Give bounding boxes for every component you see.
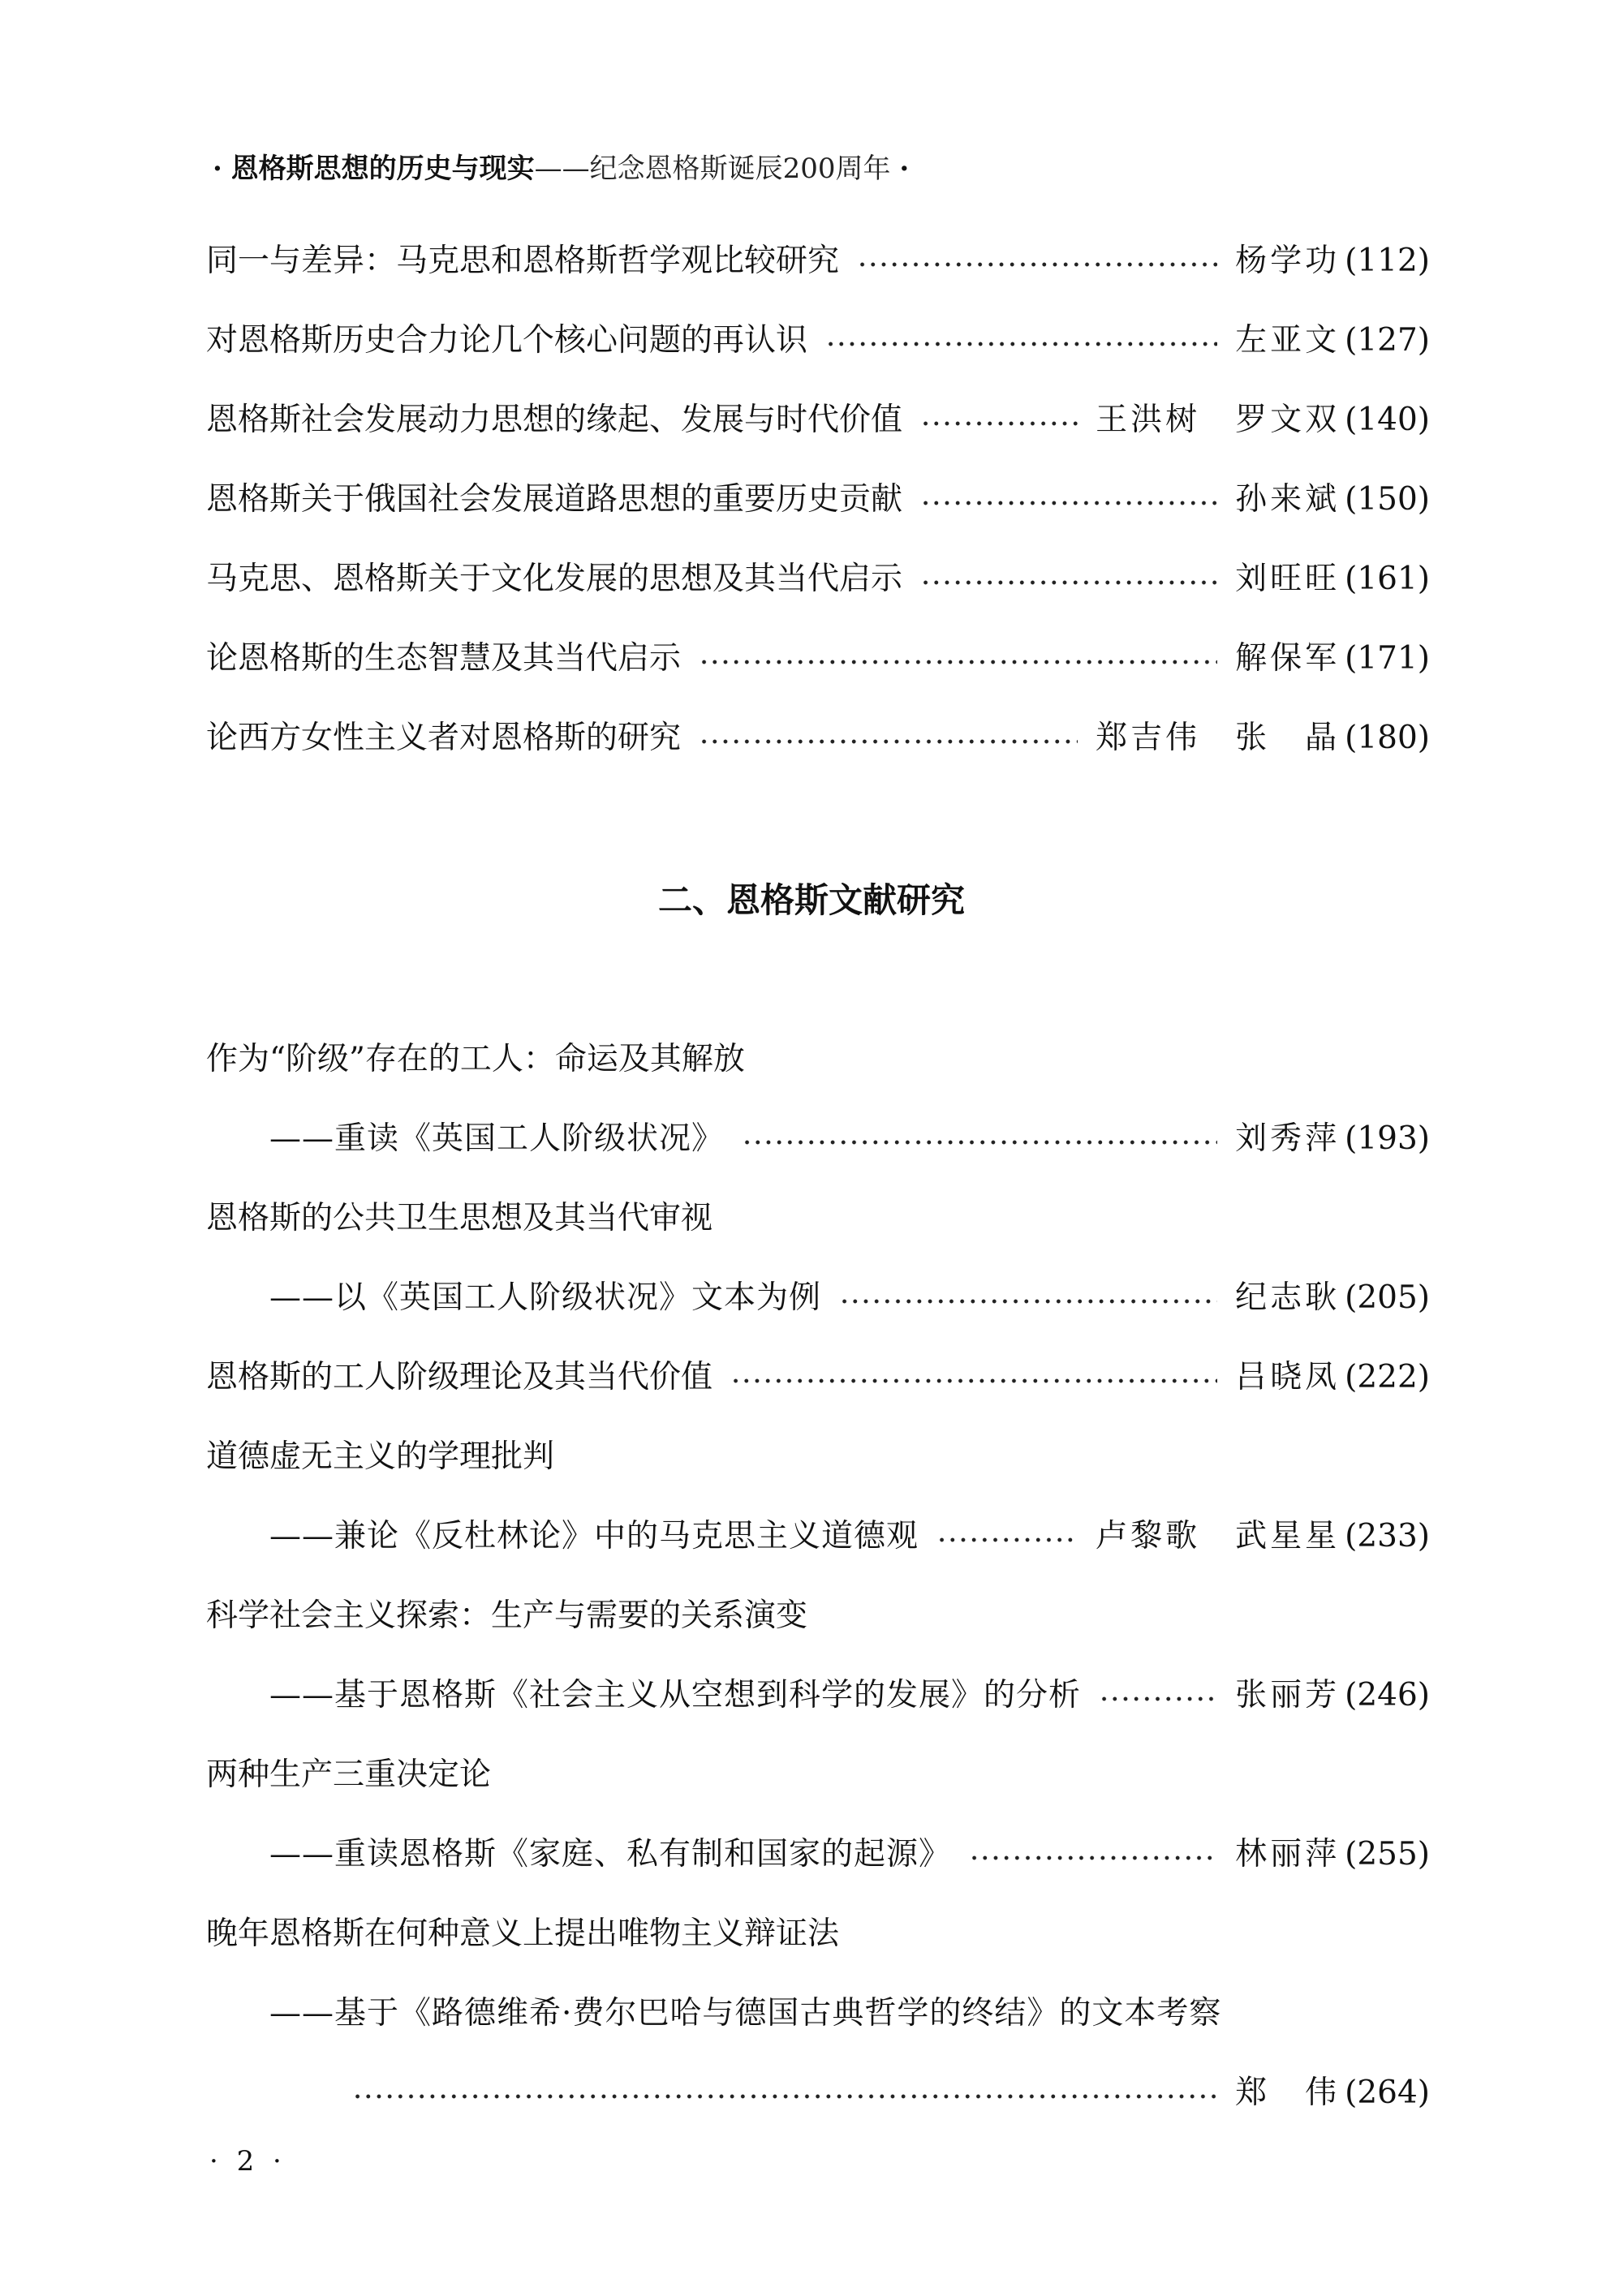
toc-entry-title: 论恩格斯的生态智慧及其当代启示 bbox=[206, 640, 682, 677]
toc-entry-page: (246) bbox=[1345, 1677, 1430, 1713]
toc-entry-title: 同一与差异：马克思和恩格斯哲学观比较研究 bbox=[206, 243, 840, 279]
page-number: · 2 · bbox=[209, 2145, 286, 2178]
dot-leader bbox=[920, 579, 1217, 586]
toc-entry-subtitle: ——兼论《反杜林论》中的马克思主义道德观 bbox=[269, 1518, 919, 1554]
toc-entry-authors: 张丽芳 bbox=[1235, 1677, 1341, 1713]
dot-leader bbox=[730, 1378, 1217, 1384]
toc-entry-subtitle: ——重读恩格斯《家庭、私有制和国家的起源》 bbox=[269, 1836, 952, 1872]
toc-entry-subline[interactable] bbox=[206, 1115, 1430, 1163]
toc-entry-page: (193) bbox=[1345, 1120, 1430, 1157]
toc-entry[interactable] bbox=[206, 555, 1430, 604]
toc-entry-page: (233) bbox=[1345, 1518, 1430, 1554]
dot-leader bbox=[936, 1537, 1078, 1543]
toc-entry-authors: 孙来斌 bbox=[1235, 481, 1341, 518]
toc-entry-subtitle: ——重读《英国工人阶级状况》 bbox=[269, 1120, 725, 1157]
toc-entry-title: 恩格斯关于俄国社会发展道路思想的重要历史贡献 bbox=[206, 481, 903, 518]
toc-entry[interactable] bbox=[206, 237, 1430, 286]
toc-entry[interactable] bbox=[206, 475, 1430, 524]
toc-entry-title[interactable]: 两种生产三重决定论 bbox=[206, 1756, 492, 1793]
toc-entry[interactable] bbox=[206, 634, 1430, 683]
section-heading: 二、恩格斯文献研究 bbox=[657, 880, 965, 920]
toc-entry-page: (205) bbox=[1345, 1279, 1430, 1316]
header-dot-left: · bbox=[213, 153, 222, 185]
toc-entry-subtitle: ——基于恩格斯《社会主义从空想到科学的发展》的分析 bbox=[269, 1677, 1082, 1713]
dot-leader bbox=[857, 261, 1217, 268]
toc-entry[interactable] bbox=[206, 1353, 1430, 1402]
toc-entry-subline[interactable] bbox=[206, 1830, 1430, 1879]
toc-entry-title: 对恩格斯历史合力论几个核心问题的再认识 bbox=[206, 322, 808, 359]
toc-entry[interactable] bbox=[206, 714, 1430, 763]
toc-entry-title[interactable]: 作为“阶级”存在的工人：命运及其解放 bbox=[206, 1041, 745, 1077]
dot-leader bbox=[699, 659, 1217, 665]
toc-entry-subline[interactable] bbox=[206, 1274, 1430, 1322]
toc-entry-page: (150) bbox=[1345, 481, 1430, 518]
toc-entry-subline[interactable] bbox=[206, 1512, 1430, 1561]
dot-leader bbox=[699, 738, 1078, 745]
toc-entry-title: 恩格斯社会发展动力思想的缘起、发展与时代价值 bbox=[206, 402, 903, 438]
dot-leader bbox=[920, 420, 1078, 427]
toc-entry-authors: 左亚文 bbox=[1235, 322, 1341, 359]
toc-entry-subtitle: ——以《英国工人阶级状况》文本为例 bbox=[269, 1279, 822, 1316]
toc-entry-title: 马克思、恩格斯关于文化发展的思想及其当代启示 bbox=[206, 561, 903, 597]
toc-entry-page: (112) bbox=[1345, 243, 1430, 279]
toc-entry-title[interactable]: 科学社会主义探索：生产与需要的关系演变 bbox=[206, 1597, 808, 1634]
toc-entry-page: (180) bbox=[1345, 720, 1430, 756]
toc-entry-subtitle: ——基于《路德维希·费尔巴哈与德国古典哲学的终结》的文本考察 bbox=[269, 1995, 1222, 2032]
toc-entry-subline[interactable] bbox=[206, 1671, 1430, 1720]
toc-entry-authors: 郑 伟 bbox=[1235, 2075, 1341, 2111]
toc-entry-authors: 纪志耿 bbox=[1235, 1279, 1341, 1316]
toc-entry-title[interactable]: 道德虚无主义的学理批判 bbox=[206, 1438, 555, 1475]
toc-entry-title: 恩格斯的工人阶级理论及其当代价值 bbox=[206, 1359, 713, 1395]
toc-entry-page: (255) bbox=[1345, 1836, 1430, 1872]
toc-entry-title[interactable]: 晚年恩格斯在何种意义上提出唯物主义辩证法 bbox=[206, 1915, 840, 1952]
header-subtitle: ——纪念恩格斯诞辰200周年 bbox=[534, 153, 891, 185]
toc-entry-subline[interactable] bbox=[206, 2069, 1430, 2118]
toc-entry[interactable] bbox=[206, 316, 1430, 365]
header-book-title: 恩格斯思想的历史与现实 bbox=[230, 153, 535, 185]
toc-entry[interactable] bbox=[206, 396, 1430, 445]
toc-entry-authors: 吕晓凤 bbox=[1235, 1359, 1341, 1395]
toc-entry-page: (171) bbox=[1345, 640, 1430, 677]
toc-entry-authors: 郑吉伟 张 晶 bbox=[1096, 720, 1341, 756]
toc-entry-authors: 林丽萍 bbox=[1235, 1836, 1341, 1872]
toc-entry-page: (127) bbox=[1345, 322, 1430, 359]
dot-leader bbox=[920, 500, 1217, 506]
toc-entry-authors: 解保军 bbox=[1235, 640, 1341, 677]
dot-leader bbox=[742, 1139, 1217, 1146]
header-dot-right: · bbox=[899, 153, 910, 185]
dot-leader bbox=[969, 1855, 1217, 1861]
toc-entry-authors: 刘旺旺 bbox=[1235, 561, 1341, 597]
toc-entry-authors: 刘秀萍 bbox=[1235, 1120, 1341, 1157]
toc-entry-page: (140) bbox=[1345, 402, 1430, 438]
toc-entry-page: (222) bbox=[1345, 1359, 1430, 1395]
dot-leader bbox=[825, 341, 1217, 347]
toc-entry-title: 论西方女性主义者对恩格斯的研究 bbox=[206, 720, 682, 756]
toc-entry-page: (161) bbox=[1345, 561, 1430, 597]
dot-leader bbox=[352, 2093, 1217, 2100]
running-header bbox=[213, 149, 1430, 188]
dot-leader bbox=[1099, 1696, 1217, 1702]
dot-leader bbox=[839, 1298, 1217, 1305]
toc-entry-authors: 杨学功 bbox=[1235, 243, 1341, 279]
toc-entry-authors: 王洪树 罗文双 bbox=[1096, 402, 1341, 438]
toc-entry-authors: 卢黎歌 武星星 bbox=[1096, 1518, 1341, 1554]
toc-entry-title[interactable]: 恩格斯的公共卫生思想及其当代审视 bbox=[206, 1200, 713, 1236]
toc-entry-page: (264) bbox=[1345, 2075, 1430, 2111]
